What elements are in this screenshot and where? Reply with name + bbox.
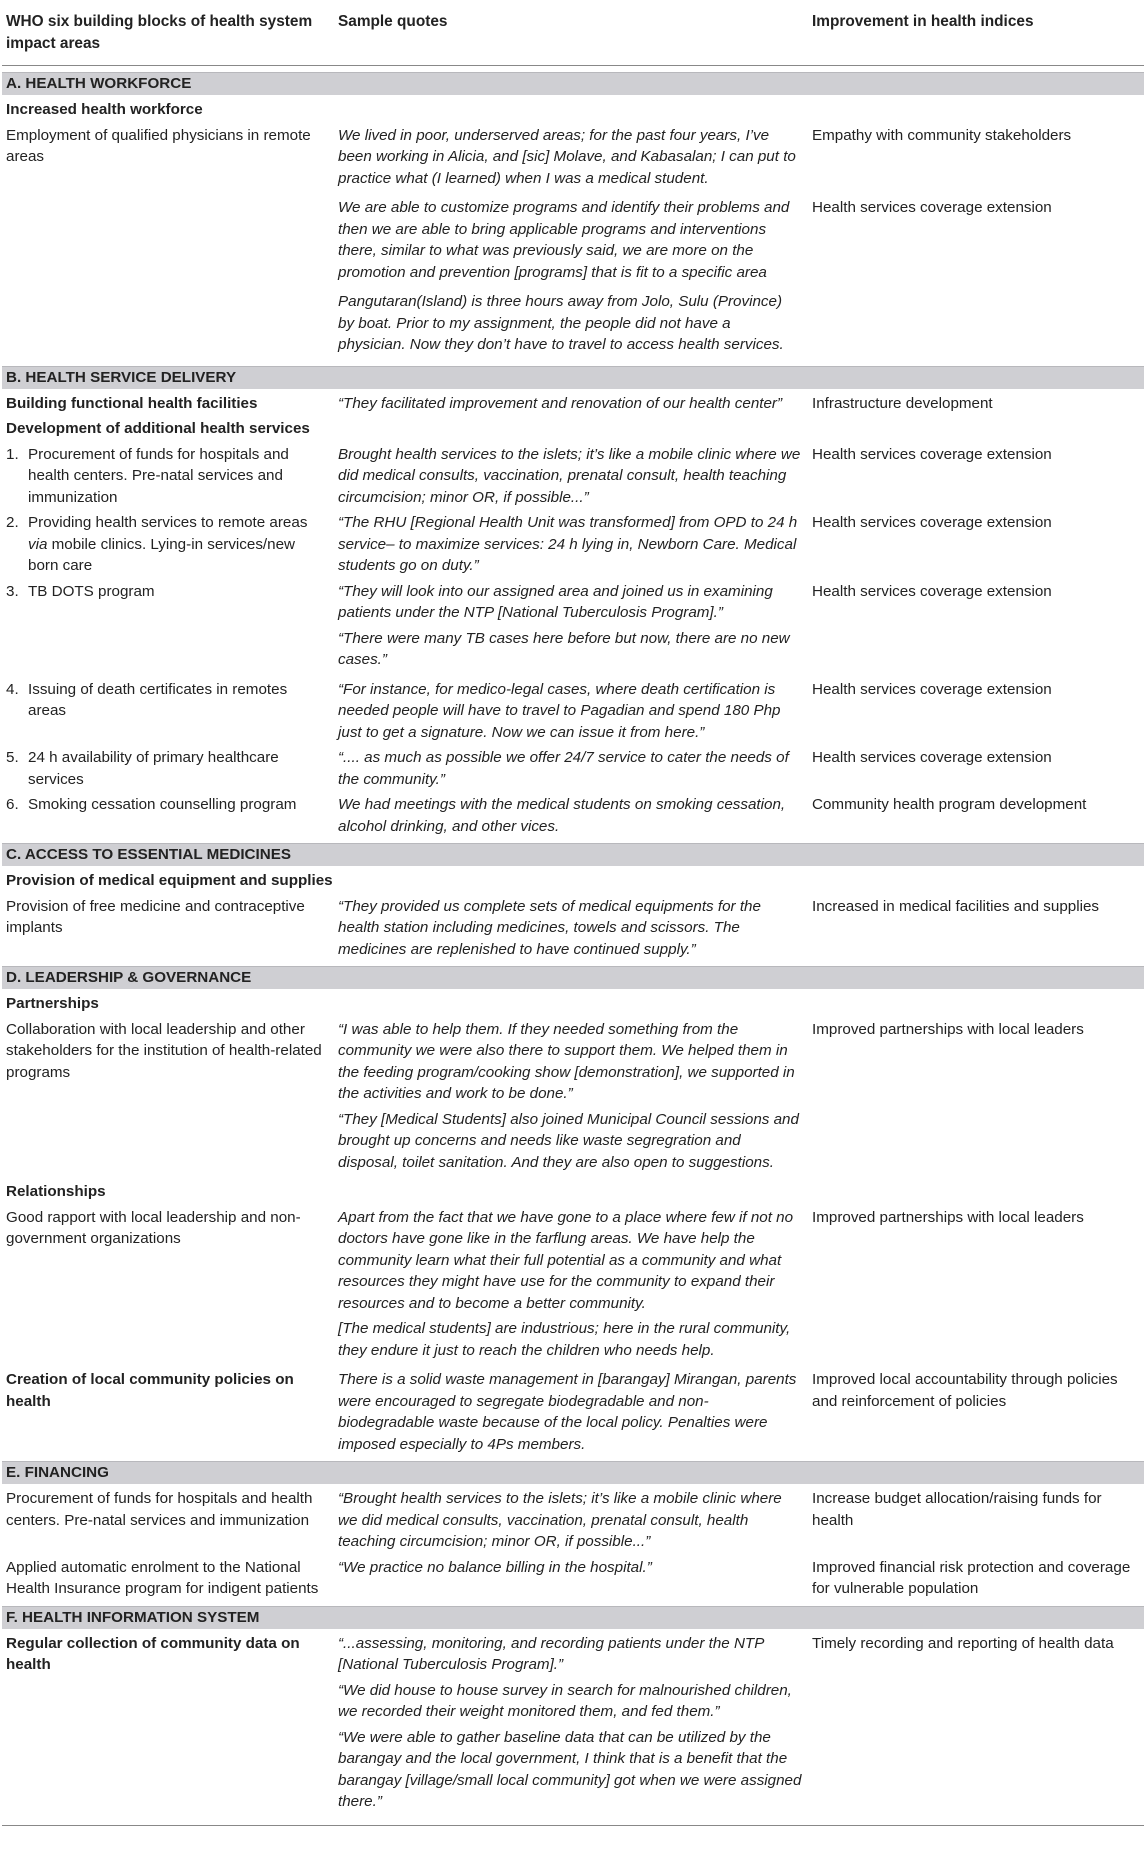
quote: There is a solid waste management in [barangay] Mirangan, parents were encouraged to segregate biodegradable and non-biodegradable waste because of the local policy. Penalties were imposed especially to 4Ps members. (338, 1371, 797, 1453)
subheading: Partnerships (6, 995, 99, 1012)
item-number: 3. (6, 582, 19, 600)
row-quotes (336, 1207, 810, 1366)
table-row (2, 679, 1144, 744)
subheading: Relationships (6, 1183, 106, 1200)
row-label: Collaboration with local leadership and other stakeholders for the institution of health-related programs (6, 1020, 322, 1081)
table-row (2, 1557, 1144, 1600)
subheading: Provision of medical equipment and supplies (6, 872, 333, 889)
row-impact: Increase budget allocation/raising funds for health (812, 1490, 1102, 1529)
row-impact: Improved local accountability through policies and reinforcement of policies (812, 1371, 1118, 1410)
section-leadership-governance: D. LEADERSHIP & GOVERNANCE (2, 966, 1144, 989)
quote: “They facilitated improvement and renovation of our health center” (338, 394, 783, 412)
row-impact: Health services coverage extension (812, 514, 1052, 531)
row-label: Applied automatic enrolment to the National Health Insurance program for indigent patients (6, 1558, 319, 1597)
table-row (2, 747, 1144, 790)
quote: Pangutaran(Island) is three hours away from Jolo, Sulu (Province) by boat. Prior to my assignment, the people did not have a physician. Now they don’t have to travel to access health services. (338, 293, 784, 353)
section-health-service-delivery: B. HEALTH SERVICE DELIVERY (2, 366, 1144, 389)
row-label: Procurement of funds for hospitals and health centers. Pre-natal services and immunization (6, 1490, 313, 1529)
item-label: 24 h availability of primary healthcare services (28, 749, 279, 788)
section-health-workforce: A. HEALTH WORKFORCE (2, 72, 1144, 95)
quote: “They provided us complete sets of medical equipments for the health station including medicines, towels and scissors. The medicines are replenished to have continued supply.” (338, 897, 761, 958)
quote: “We did house to house survey in search for malnourished children, we recorded their weight monitored them, and fed them.” (338, 1681, 792, 1720)
quote: “They will look into our assigned area and joined us in examining patients under the NTP [National Tuberculosis Program].” (338, 582, 773, 621)
table-row (2, 125, 1144, 194)
table-row (2, 197, 1144, 287)
quote: We had meetings with the medical students on smoking cessation, alcohol drinking, and other vices. (338, 796, 786, 835)
table-row (2, 1207, 1144, 1366)
table-row (2, 444, 1144, 509)
table-row (2, 581, 1144, 675)
quote: Apart from the fact that we have gone to a place where few if not no doctors have gone like in the farflung areas. We have help the community learn what their full potential as a community and what resources they might have use for the community to expand their resources and to become a better community. (338, 1208, 794, 1312)
item-label: Issuing of death certificates in remotes areas (28, 680, 288, 719)
table-row (2, 393, 1144, 415)
row-label: Creation of local community policies on health (6, 1371, 294, 1410)
section-access-essential-medicines: C. ACCESS TO ESSENTIAL MEDICINES (2, 843, 1144, 866)
row-impact: Increased in medical facilities and supplies (812, 897, 1100, 915)
row-impact: Timely recording and reporting of health data (812, 1634, 1114, 1652)
item-number: 5. (6, 749, 19, 766)
table-row (2, 794, 1144, 837)
header-improvement: Improvement in health indices (812, 13, 1034, 30)
quote: “Brought health services to the islets; it’s like a mobile clinic where we did medical consults, vaccination, prenatal consult, health teaching circumcision; minor OR, if possible...” (338, 1490, 782, 1550)
item-label: Procurement of funds for hospitals and health centers. Pre-natal services and immunization (28, 445, 289, 506)
impact-table (2, 0, 1144, 1826)
row-impact: Health services coverage extension (812, 582, 1052, 600)
table-header (2, 0, 1144, 66)
row-impact: Health services coverage extension (812, 445, 1052, 463)
item-number: 4. (6, 680, 19, 698)
table-bottom-rule (2, 1825, 1144, 1826)
quote: “For instance, for medico-legal cases, where death certification is needed people will have to travel to Pagadian and spend 180 Php just to get a signature. Now we can issue it from here.” (338, 680, 781, 741)
row-label: Regular collection of community data on health (6, 1634, 300, 1673)
quote: We lived in poor, underserved areas; for the past four years, I’ve been working in Alicia, and [sic] Molave, and Kabasalan; I can put to practice what (I learned) when I was a medical student. (338, 126, 796, 187)
row-impact: Improved partnerships with local leaders (812, 1208, 1084, 1226)
row-label: Good rapport with local leadership and non-government organizations (6, 1208, 301, 1247)
quote: We are able to customize programs and identify their problems and then we are able to bring applicable programs and interventions there, similar to what was previously said, we are more on the promotion and prevention [programs] that is fit to a specific area (338, 199, 790, 281)
row-impact: Community health program development (812, 796, 1087, 813)
row-impact: Health services coverage extension (812, 680, 1052, 698)
item-number: 2. (6, 514, 19, 531)
quote: “We were able to gather baseline data that can be utilized by the barangay and the local government, I think that is a benefit that the barangay [village/small local community] got when we were assigned there.” (338, 1728, 802, 1810)
row-impact: Infrastructure development (812, 394, 993, 412)
row-quotes (336, 125, 810, 194)
subheading: Development of additional health services (6, 420, 310, 437)
row-impact: Improved partnerships with local leaders (812, 1020, 1084, 1038)
table-row (2, 1019, 1144, 1178)
row-impact: Health services coverage extension (812, 749, 1052, 766)
quote: “We practice no balance billing in the hospital.” (338, 1558, 652, 1576)
quote: [The medical students] are industrious; here in the rural community, they endure it just to reach the children who needs help. (338, 1320, 791, 1359)
section-health-information-system: F. HEALTH INFORMATION SYSTEM (2, 1606, 1144, 1629)
item-label: Smoking cessation counselling program (28, 796, 297, 813)
row-impact: Improved financial risk protection and coverage for vulnerable population (812, 1558, 1131, 1597)
table-row (2, 512, 1144, 577)
row-quotes (336, 1019, 810, 1178)
row-quotes (336, 581, 810, 675)
item-number: 6. (6, 796, 19, 813)
header-sample-quotes: Sample quotes (338, 13, 448, 30)
row-quotes (336, 291, 810, 360)
subheading: Building functional health facilities (6, 394, 258, 412)
row-impact: Health services coverage extension (812, 199, 1052, 216)
item-number: 1. (6, 445, 19, 463)
table-row (2, 1633, 1144, 1817)
quote: “They [Medical Students] also joined Municipal Council sessions and brought up concerns and needs like waste segregration and disposal, toilet sanitation. And they are also open to suggestions. (338, 1110, 799, 1171)
table-row (2, 1369, 1144, 1455)
item-label: Providing health services to remote areas via mobile clinics. Lying-in services/new born care (28, 514, 308, 574)
row-quotes (336, 1633, 810, 1817)
quote: “...assessing, monitoring, and recording patients under the NTP [National Tuberculosis Program].” (338, 1634, 764, 1673)
row-label: Employment of qualified physicians in remote areas (6, 126, 311, 165)
table-row (2, 896, 1144, 961)
header-building-blocks: WHO six building blocks of health system impact areas (6, 13, 313, 52)
row-impact: Empathy with community stakeholders (812, 126, 1072, 144)
subheading: Increased health workforce (6, 101, 203, 118)
section-financing: E. FINANCING (2, 1461, 1144, 1484)
item-label: TB DOTS program (28, 582, 155, 600)
table-row (2, 1488, 1144, 1553)
row-label: Provision of free medicine and contraceptive implants (6, 897, 305, 936)
quote: “There were many TB cases here before but now, there are no new cases.” (338, 629, 790, 668)
quote: Brought health services to the islets; it’s like a mobile clinic where we did medical consults, vaccination, prenatal consult, health teaching circumcision; minor OR, if possible...” (338, 445, 801, 506)
quote: “.... as much as possible we offer 24/7 service to cater the needs of the community.” (338, 749, 789, 788)
quote: “I was able to help them. If they needed something from the community we were also there to support them. We helped them in the feeding program/cooking show [demonstration], we supported in the activities and work to be done.” (338, 1020, 795, 1102)
quote: “The RHU [Regional Health Unit was transformed] from OPD to 24 h service– to maximize services: 24 h lying in, Newborn Care. Medical students go on duty.” (338, 514, 798, 574)
table-row (2, 291, 1144, 360)
row-quotes (336, 197, 810, 287)
